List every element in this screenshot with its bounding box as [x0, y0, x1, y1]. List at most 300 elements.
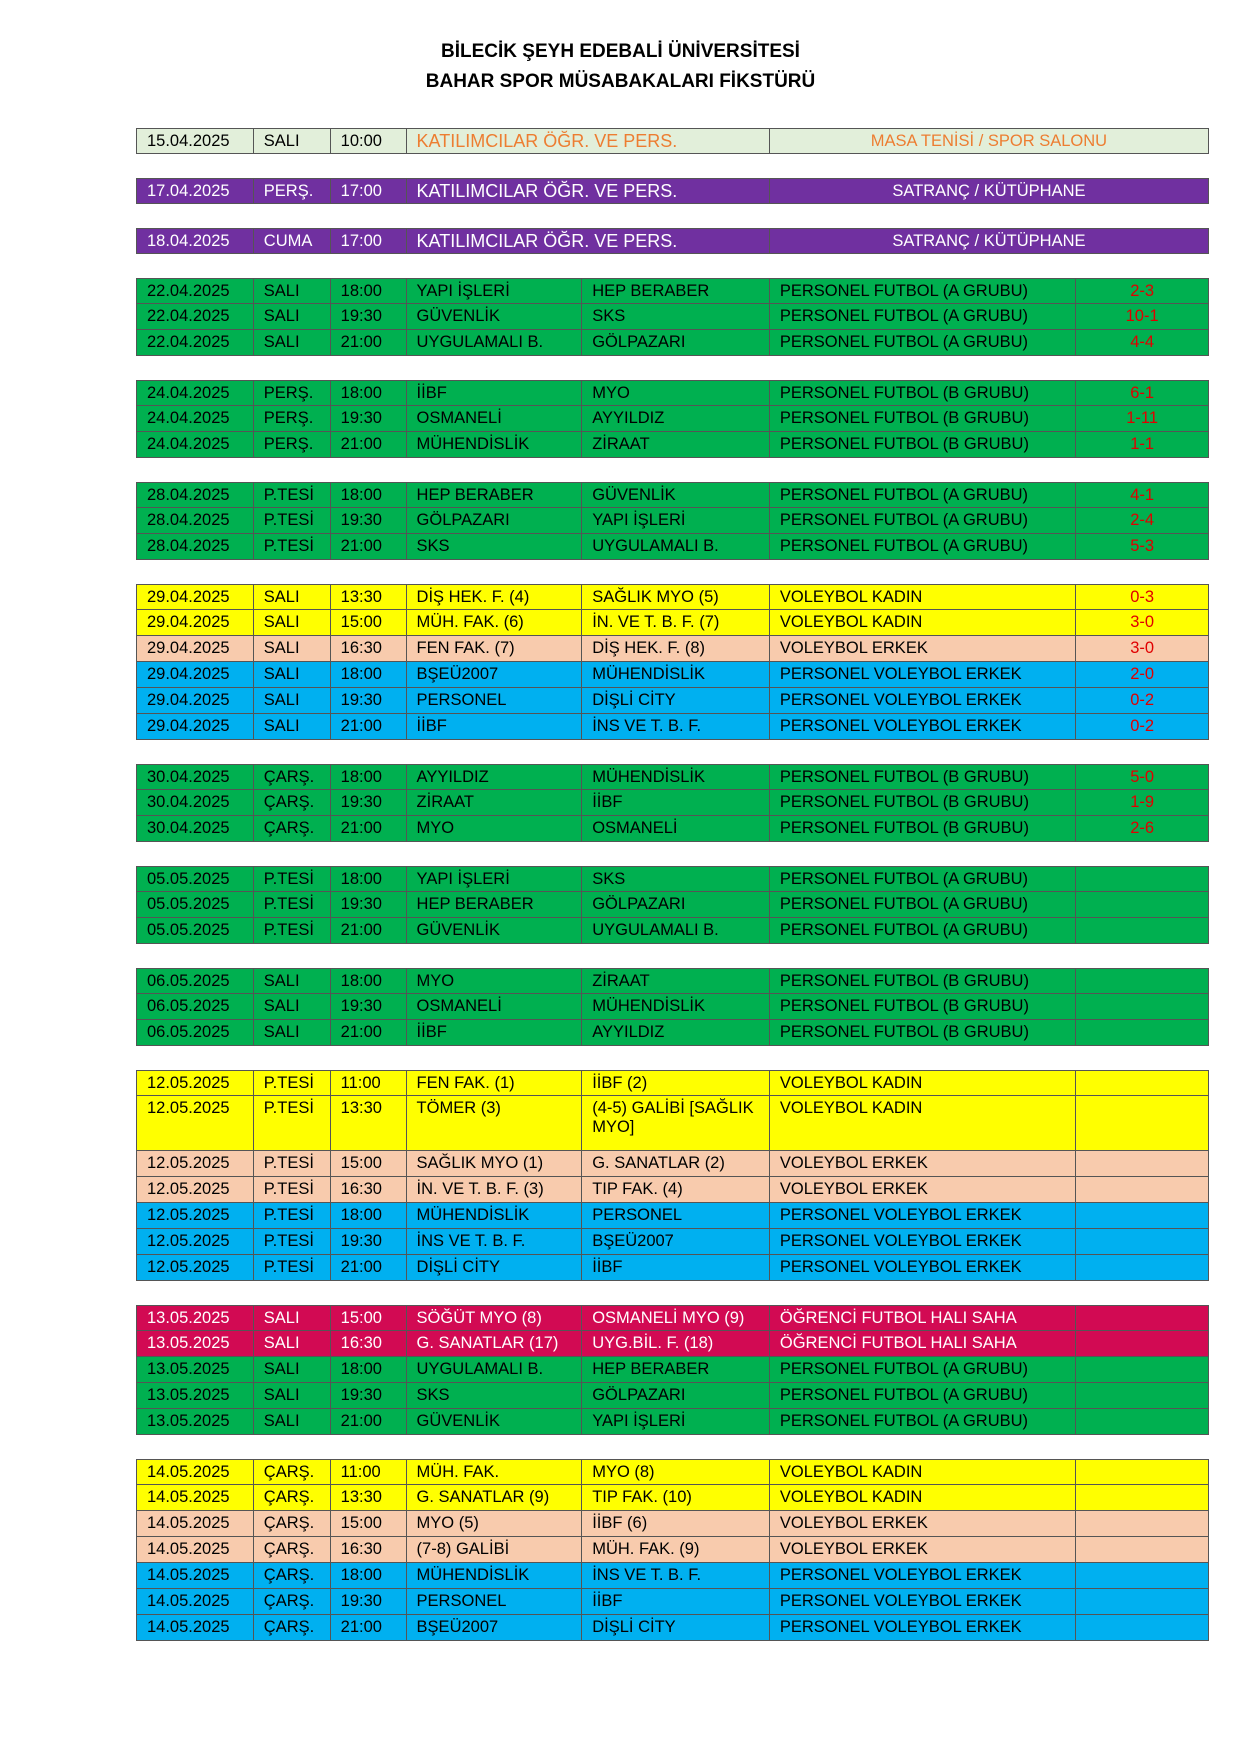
- team-away: İNS VE T. B. F.: [582, 714, 770, 739]
- match-date: 22.04.2025: [137, 279, 254, 303]
- match-score: [1076, 1357, 1208, 1382]
- match-score: 3-0: [1130, 639, 1155, 657]
- match-time: 18:00: [331, 1563, 407, 1588]
- fixture-group: [136, 482, 1209, 560]
- match-day: SALI: [254, 1331, 331, 1356]
- match-day: CUMA: [254, 229, 331, 253]
- team-away: YAPI İŞLERİ: [582, 508, 770, 533]
- event-name: PERSONEL FUTBOL (A GRUBU): [770, 867, 1076, 891]
- match-score: [1076, 1511, 1208, 1536]
- event-name: ÖĞRENCİ FUTBOL HALI SAHA: [770, 1331, 1076, 1356]
- table-row: [136, 866, 1209, 892]
- table-row: [136, 534, 1209, 560]
- event-name: VOLEYBOL KADIN: [770, 610, 1076, 635]
- team-away: HEP BERABER: [582, 1357, 770, 1382]
- team-away: TIP FAK. (4): [582, 1177, 770, 1202]
- match-date: 13.05.2025: [137, 1331, 254, 1356]
- match-date: 12.05.2025: [137, 1151, 254, 1176]
- match-score: [1076, 1485, 1208, 1510]
- match-time: 11:00: [331, 1460, 407, 1484]
- event-name: PERSONEL FUTBOL (B GRUBU): [770, 765, 1076, 789]
- match-day: PERŞ.: [254, 406, 331, 431]
- team-home: HEP BERABER: [407, 483, 583, 507]
- team-home: İİBF: [407, 1020, 583, 1045]
- match-date: 12.05.2025: [137, 1096, 254, 1150]
- match-score: [1076, 1409, 1208, 1434]
- team-away: AYYILDIZ: [582, 1020, 770, 1045]
- match-day: P.TESİ: [254, 1255, 331, 1280]
- match-time: 19:30: [331, 1229, 407, 1254]
- match-date: 14.05.2025: [137, 1511, 254, 1536]
- event-name: PERSONEL VOLEYBOL ERKEK: [770, 662, 1076, 687]
- event-name: PERSONEL FUTBOL (B GRUBU): [770, 994, 1076, 1019]
- event-name: PERSONEL VOLEYBOL ERKEK: [770, 1615, 1076, 1640]
- match-time: 21:00: [331, 1409, 407, 1434]
- table-row: [136, 968, 1209, 994]
- match-day: SALI: [254, 129, 331, 153]
- table-row: [136, 1563, 1209, 1589]
- team-away: UYG.BİL. F. (18): [582, 1331, 770, 1356]
- event-name: VOLEYBOL KADIN: [770, 585, 1076, 609]
- team-away: MÜHENDİSLİK: [582, 994, 770, 1019]
- match-date: 05.05.2025: [137, 867, 254, 891]
- match-date: 12.05.2025: [137, 1177, 254, 1202]
- event-name: VOLEYBOL KADIN: [770, 1485, 1076, 1510]
- event-name: PERSONEL FUTBOL (A GRUBU): [770, 304, 1076, 329]
- match-day: SALI: [254, 969, 331, 993]
- team-away: G. SANATLAR (2): [582, 1151, 770, 1176]
- match-score: 0-2: [1130, 717, 1155, 735]
- event-name: ÖĞRENCİ FUTBOL HALI SAHA: [770, 1306, 1076, 1330]
- match-day: ÇARŞ.: [254, 1537, 331, 1562]
- team-home: GÜVENLİK: [407, 918, 583, 943]
- match-time: 21:00: [331, 1615, 407, 1640]
- event-name: PERSONEL FUTBOL (A GRUBU): [770, 330, 1076, 355]
- event-name: PERSONEL FUTBOL (B GRUBU): [770, 432, 1076, 457]
- match-day: P.TESİ: [254, 1229, 331, 1254]
- table-row: [136, 688, 1209, 714]
- team-away: MÜHENDİSLİK: [582, 662, 770, 687]
- event-name: VOLEYBOL ERKEK: [770, 1537, 1076, 1562]
- match-score: 6-1: [1130, 384, 1155, 402]
- event-name: VOLEYBOL ERKEK: [770, 1177, 1076, 1202]
- team-home: İİBF: [407, 381, 583, 405]
- match-time: 21:00: [331, 918, 407, 943]
- match-time: 21:00: [331, 1020, 407, 1045]
- match-date: 17.04.2025: [137, 179, 254, 203]
- team-home: MÜHENDİSLİK: [407, 1563, 583, 1588]
- table-row: [136, 1020, 1209, 1046]
- match-score: [1076, 1537, 1208, 1562]
- team-home: DİŞLİ CİTY: [407, 1255, 583, 1280]
- team-away: GÖLPAZARI: [582, 330, 770, 355]
- fixture-group: [136, 764, 1209, 842]
- match-day: ÇARŞ.: [254, 1615, 331, 1640]
- event-name: PERSONEL VOLEYBOL ERKEK: [770, 714, 1076, 739]
- match-time: 17:00: [331, 229, 407, 253]
- match-day: SALI: [254, 1020, 331, 1045]
- team-away: (4-5) GALİBİ [SAĞLIK MYO]: [582, 1096, 770, 1150]
- team-home: HEP BERABER: [407, 892, 583, 917]
- match-time: 18:00: [331, 1203, 407, 1228]
- participants: KATILIMCILAR ÖĞR. VE PERS.: [407, 129, 770, 153]
- match-day: PERŞ.: [254, 381, 331, 405]
- team-away: İİBF: [582, 1589, 770, 1614]
- match-score: [1076, 1071, 1208, 1095]
- fixture-group: [136, 128, 1209, 154]
- team-home: SKS: [407, 534, 583, 559]
- match-day: ÇARŞ.: [254, 1511, 331, 1536]
- match-date: 29.04.2025: [137, 636, 254, 661]
- event-name: PERSONEL VOLEYBOL ERKEK: [770, 1203, 1076, 1228]
- match-score: [1076, 1096, 1208, 1150]
- table-row: [136, 994, 1209, 1020]
- match-time: 18:00: [331, 1357, 407, 1382]
- match-date: 12.05.2025: [137, 1229, 254, 1254]
- match-score: [1076, 1615, 1208, 1640]
- match-day: SALI: [254, 585, 331, 609]
- table-row: [136, 790, 1209, 816]
- table-row: [136, 330, 1209, 356]
- team-home: BŞEÜ2007: [407, 662, 583, 687]
- match-day: SALI: [254, 662, 331, 687]
- match-score: [1076, 1563, 1208, 1588]
- event-name: PERSONEL VOLEYBOL ERKEK: [770, 1563, 1076, 1588]
- table-row: [136, 304, 1209, 330]
- match-time: 19:30: [331, 508, 407, 533]
- match-day: SALI: [254, 1383, 331, 1408]
- team-home: MYO: [407, 816, 583, 841]
- table-row: [136, 1409, 1209, 1435]
- match-day: P.TESİ: [254, 1177, 331, 1202]
- event-name: VOLEYBOL ERKEK: [770, 1511, 1076, 1536]
- match-date: 24.04.2025: [137, 406, 254, 431]
- match-time: 18:00: [331, 867, 407, 891]
- team-away: MYO (8): [582, 1460, 770, 1484]
- match-score: [1076, 1460, 1208, 1484]
- event-name: PERSONEL FUTBOL (A GRUBU): [770, 1357, 1076, 1382]
- match-day: P.TESİ: [254, 508, 331, 533]
- match-time: 18:00: [331, 969, 407, 993]
- match-day: P.TESİ: [254, 892, 331, 917]
- event-name: PERSONEL FUTBOL (B GRUBU): [770, 406, 1076, 431]
- event-name: PERSONEL FUTBOL (A GRUBU): [770, 892, 1076, 917]
- team-away: DİŞLİ CİTY: [582, 1615, 770, 1640]
- match-score: [1076, 1151, 1208, 1176]
- match-score: 1-1: [1130, 435, 1155, 453]
- fixture-group: [136, 228, 1209, 254]
- table-row: [136, 662, 1209, 688]
- fixture-group: [136, 968, 1209, 1046]
- match-date: 18.04.2025: [137, 229, 254, 253]
- team-home: UYGULAMALI B.: [407, 1357, 583, 1382]
- match-time: 18:00: [331, 765, 407, 789]
- match-score: 0-3: [1130, 588, 1155, 606]
- team-home: YAPI İŞLERİ: [407, 279, 583, 303]
- match-date: 29.04.2025: [137, 714, 254, 739]
- match-date: 06.05.2025: [137, 969, 254, 993]
- event-name: PERSONEL FUTBOL (B GRUBU): [770, 790, 1076, 815]
- match-day: SALI: [254, 279, 331, 303]
- match-day: ÇARŞ.: [254, 765, 331, 789]
- match-date: 29.04.2025: [137, 610, 254, 635]
- match-score: [1076, 1331, 1208, 1356]
- fixture-group: [136, 1305, 1209, 1435]
- team-away: SAĞLIK MYO (5): [582, 585, 770, 609]
- team-home: MYO (5): [407, 1511, 583, 1536]
- match-date: 13.05.2025: [137, 1306, 254, 1330]
- team-away: İN. VE T. B. F. (7): [582, 610, 770, 635]
- team-home: G. SANATLAR (17): [407, 1331, 583, 1356]
- team-home: PERSONEL: [407, 1589, 583, 1614]
- match-date: 29.04.2025: [137, 662, 254, 687]
- team-home: GÜVENLİK: [407, 1409, 583, 1434]
- event-name: PERSONEL FUTBOL (A GRUBU): [770, 1409, 1076, 1434]
- match-time: 18:00: [331, 381, 407, 405]
- team-home: MYO: [407, 969, 583, 993]
- event-venue: SATRANÇ / KÜTÜPHANE: [892, 232, 1086, 250]
- event-name: VOLEYBOL ERKEK: [770, 636, 1076, 661]
- match-score: [1076, 1229, 1208, 1254]
- fixture-group: [136, 278, 1209, 356]
- match-date: 30.04.2025: [137, 765, 254, 789]
- table-row: [136, 1255, 1209, 1281]
- match-score: [1076, 1306, 1208, 1330]
- fixture-group: [136, 380, 1209, 458]
- match-day: ÇARŞ.: [254, 816, 331, 841]
- team-home: YAPI İŞLERİ: [407, 867, 583, 891]
- match-day: P.TESİ: [254, 1151, 331, 1176]
- table-row: [136, 1383, 1209, 1409]
- event-name: PERSONEL VOLEYBOL ERKEK: [770, 1255, 1076, 1280]
- match-date: 14.05.2025: [137, 1537, 254, 1562]
- table-row: [136, 508, 1209, 534]
- match-date: 13.05.2025: [137, 1409, 254, 1434]
- team-away: DİŞLİ CİTY: [582, 688, 770, 713]
- match-date: 28.04.2025: [137, 508, 254, 533]
- team-away: ZİRAAT: [582, 432, 770, 457]
- match-day: P.TESİ: [254, 867, 331, 891]
- team-away: YAPI İŞLERİ: [582, 1409, 770, 1434]
- match-score: [1076, 994, 1208, 1019]
- table-row: [136, 278, 1209, 304]
- match-time: 15:00: [331, 1151, 407, 1176]
- match-time: 11:00: [331, 1071, 407, 1095]
- event-name: PERSONEL FUTBOL (A GRUBU): [770, 1383, 1076, 1408]
- team-away: İİBF (6): [582, 1511, 770, 1536]
- team-home: FEN FAK. (7): [407, 636, 583, 661]
- match-time: 21:00: [331, 714, 407, 739]
- match-day: SALI: [254, 1357, 331, 1382]
- event-name: PERSONEL VOLEYBOL ERKEK: [770, 1229, 1076, 1254]
- match-day: ÇARŞ.: [254, 1563, 331, 1588]
- team-home: SKS: [407, 1383, 583, 1408]
- team-away: DİŞ HEK. F. (8): [582, 636, 770, 661]
- match-score: [1076, 1589, 1208, 1614]
- match-day: ÇARŞ.: [254, 1485, 331, 1510]
- document-title: BİLECİK ŞEYH EDEBALİ ÜNİVERSİTESİ: [441, 41, 800, 62]
- team-away: MÜHENDİSLİK: [582, 765, 770, 789]
- match-date: 29.04.2025: [137, 585, 254, 609]
- event-venue: MASA TENİSİ / SPOR SALONU: [870, 132, 1108, 150]
- match-date: 05.05.2025: [137, 892, 254, 917]
- match-day: ÇARŞ.: [254, 1460, 331, 1484]
- table-row: [136, 1615, 1209, 1641]
- match-time: 15:00: [331, 610, 407, 635]
- match-date: 12.05.2025: [137, 1203, 254, 1228]
- event-name: PERSONEL FUTBOL (A GRUBU): [770, 279, 1076, 303]
- match-score: [1076, 1203, 1208, 1228]
- table-row: [136, 636, 1209, 662]
- match-day: SALI: [254, 688, 331, 713]
- table-row: [136, 482, 1209, 508]
- match-date: 29.04.2025: [137, 688, 254, 713]
- table-row: [136, 1485, 1209, 1511]
- team-home: OSMANELİ: [407, 994, 583, 1019]
- event-name: PERSONEL VOLEYBOL ERKEK: [770, 688, 1076, 713]
- event-name: PERSONEL VOLEYBOL ERKEK: [770, 1589, 1076, 1614]
- table-row: [136, 1459, 1209, 1485]
- event-name: PERSONEL FUTBOL (B GRUBU): [770, 381, 1076, 405]
- match-date: 30.04.2025: [137, 816, 254, 841]
- match-time: 16:30: [331, 1331, 407, 1356]
- table-row: [136, 1357, 1209, 1383]
- match-day: ÇARŞ.: [254, 790, 331, 815]
- match-day: SALI: [254, 330, 331, 355]
- table-row: [136, 1589, 1209, 1615]
- fixture-group: [136, 1070, 1209, 1281]
- team-away: ZİRAAT: [582, 969, 770, 993]
- match-day: SALI: [254, 304, 331, 329]
- match-date: 12.05.2025: [137, 1255, 254, 1280]
- team-away: MÜH. FAK. (9): [582, 1537, 770, 1562]
- table-row: [136, 610, 1209, 636]
- match-time: 17:00: [331, 179, 407, 203]
- match-time: 19:30: [331, 892, 407, 917]
- team-away: İİBF: [582, 790, 770, 815]
- match-date: 14.05.2025: [137, 1563, 254, 1588]
- event-name: VOLEYBOL ERKEK: [770, 1151, 1076, 1176]
- match-day: SALI: [254, 994, 331, 1019]
- table-row: [136, 816, 1209, 842]
- table-row: [136, 714, 1209, 740]
- fixture-table: [136, 128, 1209, 1665]
- event-name: VOLEYBOL KADIN: [770, 1071, 1076, 1095]
- match-day: ÇARŞ.: [254, 1589, 331, 1614]
- match-score: [1076, 1020, 1208, 1045]
- table-row: [136, 1096, 1209, 1151]
- match-time: 19:30: [331, 1383, 407, 1408]
- match-day: P.TESİ: [254, 1071, 331, 1095]
- match-time: 19:30: [331, 790, 407, 815]
- table-row: [136, 1331, 1209, 1357]
- match-day: SALI: [254, 1306, 331, 1330]
- match-day: P.TESİ: [254, 1096, 331, 1150]
- match-score: [1076, 918, 1208, 943]
- team-home: MÜH. FAK. (6): [407, 610, 583, 635]
- team-home: İN. VE T. B. F. (3): [407, 1177, 583, 1202]
- match-time: 21:00: [331, 534, 407, 559]
- match-score: 5-0: [1130, 768, 1155, 786]
- match-date: 24.04.2025: [137, 432, 254, 457]
- table-row: [136, 1203, 1209, 1229]
- table-row: [136, 128, 1209, 154]
- team-home: İNS VE T. B. F.: [407, 1229, 583, 1254]
- match-date: 22.04.2025: [137, 304, 254, 329]
- team-away: GÜVENLİK: [582, 483, 770, 507]
- match-time: 21:00: [331, 432, 407, 457]
- event-venue: SATRANÇ / KÜTÜPHANE: [892, 182, 1086, 200]
- match-date: 13.05.2025: [137, 1383, 254, 1408]
- team-away: BŞEÜ2007: [582, 1229, 770, 1254]
- table-row: [136, 918, 1209, 944]
- table-row: [136, 432, 1209, 458]
- match-date: 22.04.2025: [137, 330, 254, 355]
- team-home: BŞEÜ2007: [407, 1615, 583, 1640]
- team-home: PERSONEL: [407, 688, 583, 713]
- match-score: 1-9: [1130, 793, 1155, 811]
- match-time: 13:30: [331, 585, 407, 609]
- participants: KATILIMCILAR ÖĞR. VE PERS.: [407, 229, 770, 253]
- match-day: P.TESİ: [254, 534, 331, 559]
- team-home: (7-8) GALİBİ: [407, 1537, 583, 1562]
- team-away: AYYILDIZ: [582, 406, 770, 431]
- match-date: 13.05.2025: [137, 1357, 254, 1382]
- match-time: 15:00: [331, 1511, 407, 1536]
- table-row: [136, 178, 1209, 204]
- team-away: MYO: [582, 381, 770, 405]
- table-row: [136, 892, 1209, 918]
- match-date: 14.05.2025: [137, 1485, 254, 1510]
- match-date: 24.04.2025: [137, 381, 254, 405]
- match-time: 13:30: [331, 1096, 407, 1150]
- fixture-group: [136, 584, 1209, 740]
- fixture-group: [136, 1459, 1209, 1641]
- match-date: 12.05.2025: [137, 1071, 254, 1095]
- match-time: 15:00: [331, 1306, 407, 1330]
- event-name: PERSONEL FUTBOL (B GRUBU): [770, 1020, 1076, 1045]
- match-score: [1076, 969, 1208, 993]
- match-score: [1076, 1177, 1208, 1202]
- match-date: 06.05.2025: [137, 994, 254, 1019]
- event-name: PERSONEL FUTBOL (B GRUBU): [770, 969, 1076, 993]
- team-home: MÜH. FAK.: [407, 1460, 583, 1484]
- team-away: PERSONEL: [582, 1203, 770, 1228]
- team-home: SAĞLIK MYO (1): [407, 1151, 583, 1176]
- match-day: SALI: [254, 610, 331, 635]
- match-day: PERŞ.: [254, 179, 331, 203]
- table-row: [136, 1070, 1209, 1096]
- match-day: SALI: [254, 714, 331, 739]
- team-home: TÖMER (3): [407, 1096, 583, 1150]
- table-row: [136, 1511, 1209, 1537]
- match-time: 21:00: [331, 330, 407, 355]
- team-home: MÜHENDİSLİK: [407, 432, 583, 457]
- team-home: AYYILDIZ: [407, 765, 583, 789]
- team-away: TIP FAK. (10): [582, 1485, 770, 1510]
- team-home: OSMANELİ: [407, 406, 583, 431]
- match-time: 19:30: [331, 994, 407, 1019]
- event-name: PERSONEL FUTBOL (A GRUBU): [770, 918, 1076, 943]
- match-day: SALI: [254, 636, 331, 661]
- table-row: [136, 584, 1209, 610]
- match-time: 13:30: [331, 1485, 407, 1510]
- match-score: 2-6: [1130, 819, 1155, 837]
- match-score: 3-0: [1130, 613, 1155, 631]
- team-away: SKS: [582, 867, 770, 891]
- team-away: İİBF (2): [582, 1071, 770, 1095]
- match-date: 30.04.2025: [137, 790, 254, 815]
